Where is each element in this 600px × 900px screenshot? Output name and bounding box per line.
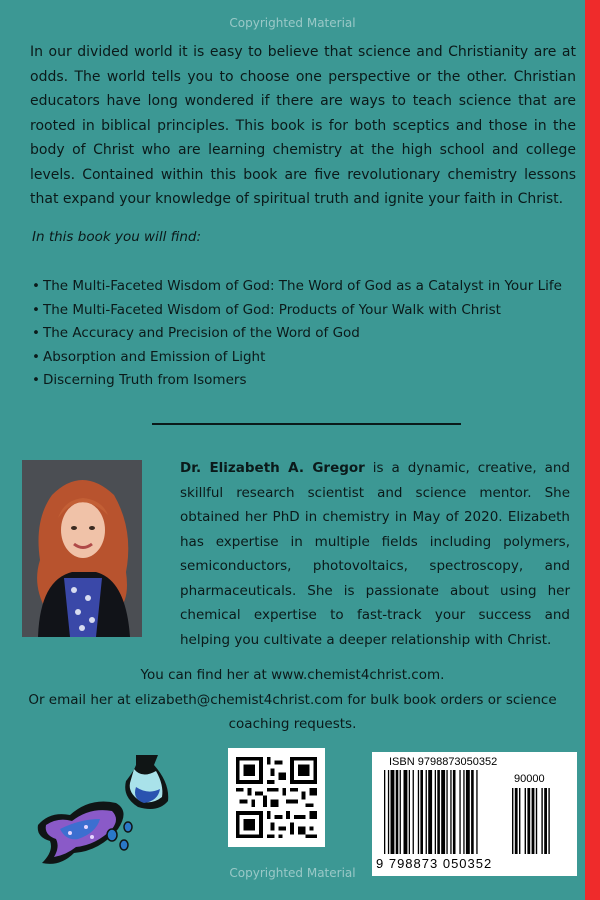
list-item: • The Multi-Faceted Wisdom of God: The Word of God as a Catalyst in Your Life [32, 275, 562, 299]
author-bio-text: is a dynamic, creative, and skillful research scientist and science mentor. She obtained her PhD in chemistry in May of 2020. Elizabeth has expertise in multiple fields including polymers, semiconductors, photovoltaics, spectroscopy, and pharmaceuticals. She is passionate about using her chemical expertise to fast-track your success and helping you cultivate a deeper relationship with Christ. [180, 460, 570, 648]
section-divider [152, 423, 461, 425]
bullet-icon: • [32, 348, 40, 365]
price-code: 90000 [514, 773, 545, 785]
bullet-icon: • [32, 301, 40, 318]
list-item: • Discerning Truth from Isomers [32, 369, 562, 393]
isbn-label: ISBN 9798873050352 [389, 756, 498, 768]
list-item: • The Accuracy and Precision of the Word of God [32, 322, 562, 346]
bullet-icon: • [32, 372, 40, 388]
author-name: Dr. Elizabeth A. Gregor [180, 460, 365, 476]
barcode-digits: 9 798873 050352 [376, 856, 493, 871]
list-item: • Absorption and Emission of Light [32, 346, 562, 370]
book-description: In our divided world it is easy to believe that science and Christianity are at odds. The world tells you to choose one perspective or the other. Christian educators have long wondered if there are ways to teach science that are rooted in biblical principles. This book is for both sceptics and those in the body of Christ who are learning chemistry at the high school and college levels. Contained within this book are five revolutionary chemistry lessons that expand your knowledge of spiritual truth and ignite your faith in Christ. [30, 44, 576, 207]
dove-flask-logo [30, 753, 180, 873]
author-photo [22, 460, 142, 637]
watermark-bottom: Copyrighted Material [229, 866, 356, 880]
email-line-cont: coaching requests. [228, 716, 357, 732]
bullet-icon: • [32, 325, 40, 341]
spine-edge [585, 0, 600, 900]
email-line: Or email her at elizabeth@chemist4christ.com for bulk book orders or science [28, 691, 557, 708]
watermark-top: Copyrighted Material [229, 16, 356, 30]
author-bio [180, 456, 570, 652]
website-line: You can find her at www.chemist4christ.com. [140, 667, 445, 683]
qr-code [228, 748, 325, 847]
lessons-list [32, 275, 562, 393]
list-item: • The Multi-Faceted Wisdom of God: Products of Your Walk with Christ [32, 299, 562, 323]
lessons-heading: In this book you will find: [32, 229, 202, 245]
bullet-icon: • [32, 278, 40, 294]
contact-info [20, 663, 565, 737]
isbn-barcode [372, 752, 577, 876]
